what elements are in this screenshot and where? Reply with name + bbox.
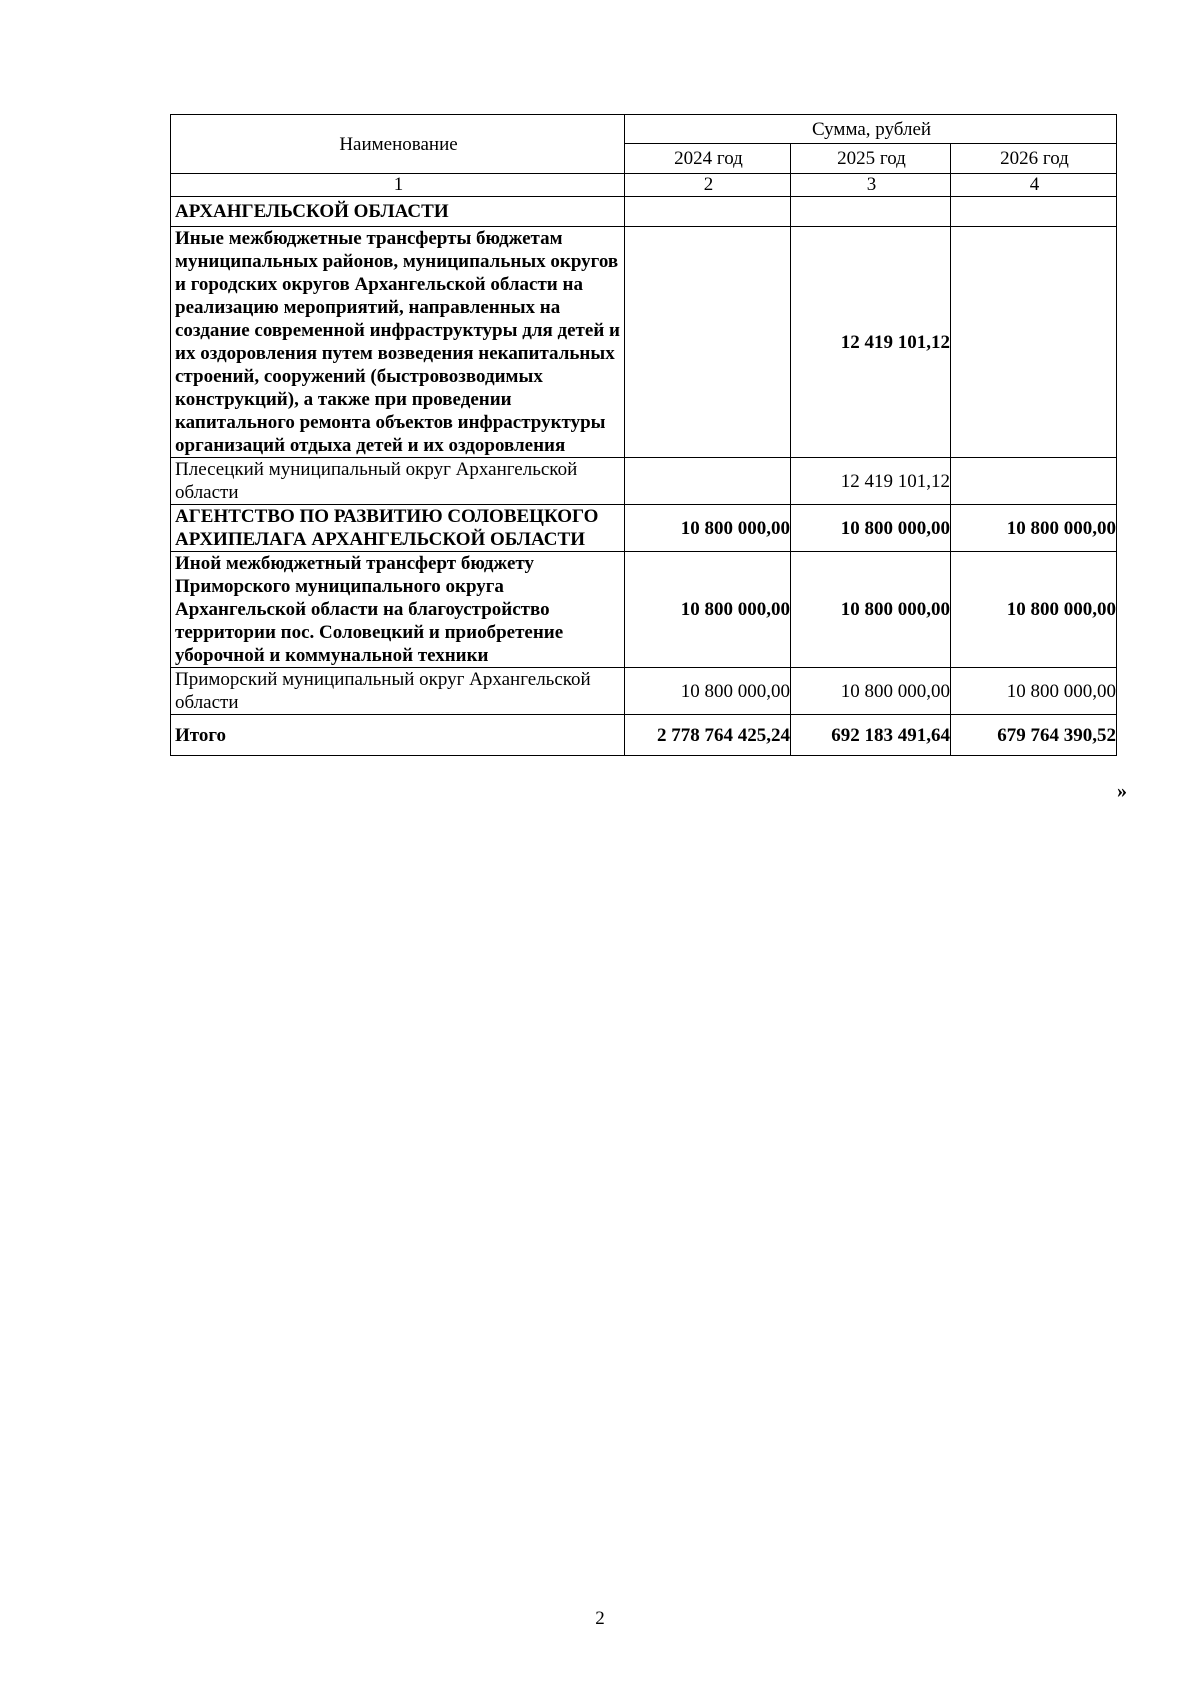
row-value-2025: 10 800 000,00 — [791, 668, 951, 715]
header-sum-group: Сумма, рублей — [625, 115, 1117, 144]
header-name: Наименование — [171, 115, 625, 174]
row-value-2026 — [951, 227, 1117, 458]
total-value-2024: 2 778 764 425,24 — [625, 715, 791, 756]
table-row — [171, 552, 1117, 668]
header-year-2024: 2024 год — [625, 144, 791, 174]
header-year-2025: 2025 год — [791, 144, 951, 174]
table-row — [171, 227, 1117, 458]
row-name: Иные межбюджетные трансферты бюджетам муниципальных районов, муниципальных округов и городских округов Архангельской области на реализацию мероприятий, направленных на создание современной инфраструктуры для детей и их оздоровления путем возведения некапитальных строений, сооружений (быстровозводимых конструкций), а также при проведении капитального ремонта объектов инфраструктуры организаций отдыха детей и их оздоровления — [171, 227, 625, 458]
budget-table — [170, 114, 1117, 756]
row-name: Приморский муниципальный округ Архангельской области — [171, 668, 625, 715]
column-number-row — [171, 174, 1117, 197]
row-value-2026: 10 800 000,00 — [951, 505, 1117, 552]
header-row-1 — [171, 115, 1117, 144]
total-label: Итого — [171, 715, 625, 756]
column-number-4: 4 — [951, 174, 1117, 197]
column-number-3: 3 — [791, 174, 951, 197]
row-value-2026 — [951, 458, 1117, 505]
row-value-2024: 10 800 000,00 — [625, 552, 791, 668]
row-value-2024 — [625, 197, 791, 227]
row-value-2025: 10 800 000,00 — [791, 552, 951, 668]
row-name: Плесецкий муниципальный округ Архангельской области — [171, 458, 625, 505]
row-value-2024 — [625, 227, 791, 458]
row-value-2024 — [625, 458, 791, 505]
column-number-2: 2 — [625, 174, 791, 197]
row-name: Иной межбюджетный трансферт бюджету Приморского муниципального округа Архангельской области на благоустройство территории пос. Соловецкий и приобретение уборочной и коммунальной техники — [171, 552, 625, 668]
row-value-2025: 12 419 101,12 — [791, 227, 951, 458]
row-value-2024: 10 800 000,00 — [625, 505, 791, 552]
row-value-2025: 12 419 101,12 — [791, 458, 951, 505]
table-row — [171, 197, 1117, 227]
header-year-2026: 2026 год — [951, 144, 1117, 174]
closing-quote: » — [1117, 780, 1127, 802]
page-number: 2 — [595, 1608, 605, 1629]
total-value-2026: 679 764 390,52 — [951, 715, 1117, 756]
table-row — [171, 505, 1117, 552]
row-value-2026: 10 800 000,00 — [951, 552, 1117, 668]
total-row — [171, 715, 1117, 756]
row-value-2025 — [791, 197, 951, 227]
row-value-2026 — [951, 197, 1117, 227]
row-value-2026: 10 800 000,00 — [951, 668, 1117, 715]
table-row — [171, 668, 1117, 715]
row-value-2025: 10 800 000,00 — [791, 505, 951, 552]
total-value-2025: 692 183 491,64 — [791, 715, 951, 756]
table-row — [171, 458, 1117, 505]
row-name: АГЕНТСТВО ПО РАЗВИТИЮ СОЛОВЕЦКОГО АРХИПЕЛАГА АРХАНГЕЛЬСКОЙ ОБЛАСТИ — [171, 505, 625, 552]
row-name: АРХАНГЕЛЬСКОЙ ОБЛАСТИ — [171, 197, 625, 227]
column-number-1: 1 — [171, 174, 625, 197]
row-value-2024: 10 800 000,00 — [625, 668, 791, 715]
